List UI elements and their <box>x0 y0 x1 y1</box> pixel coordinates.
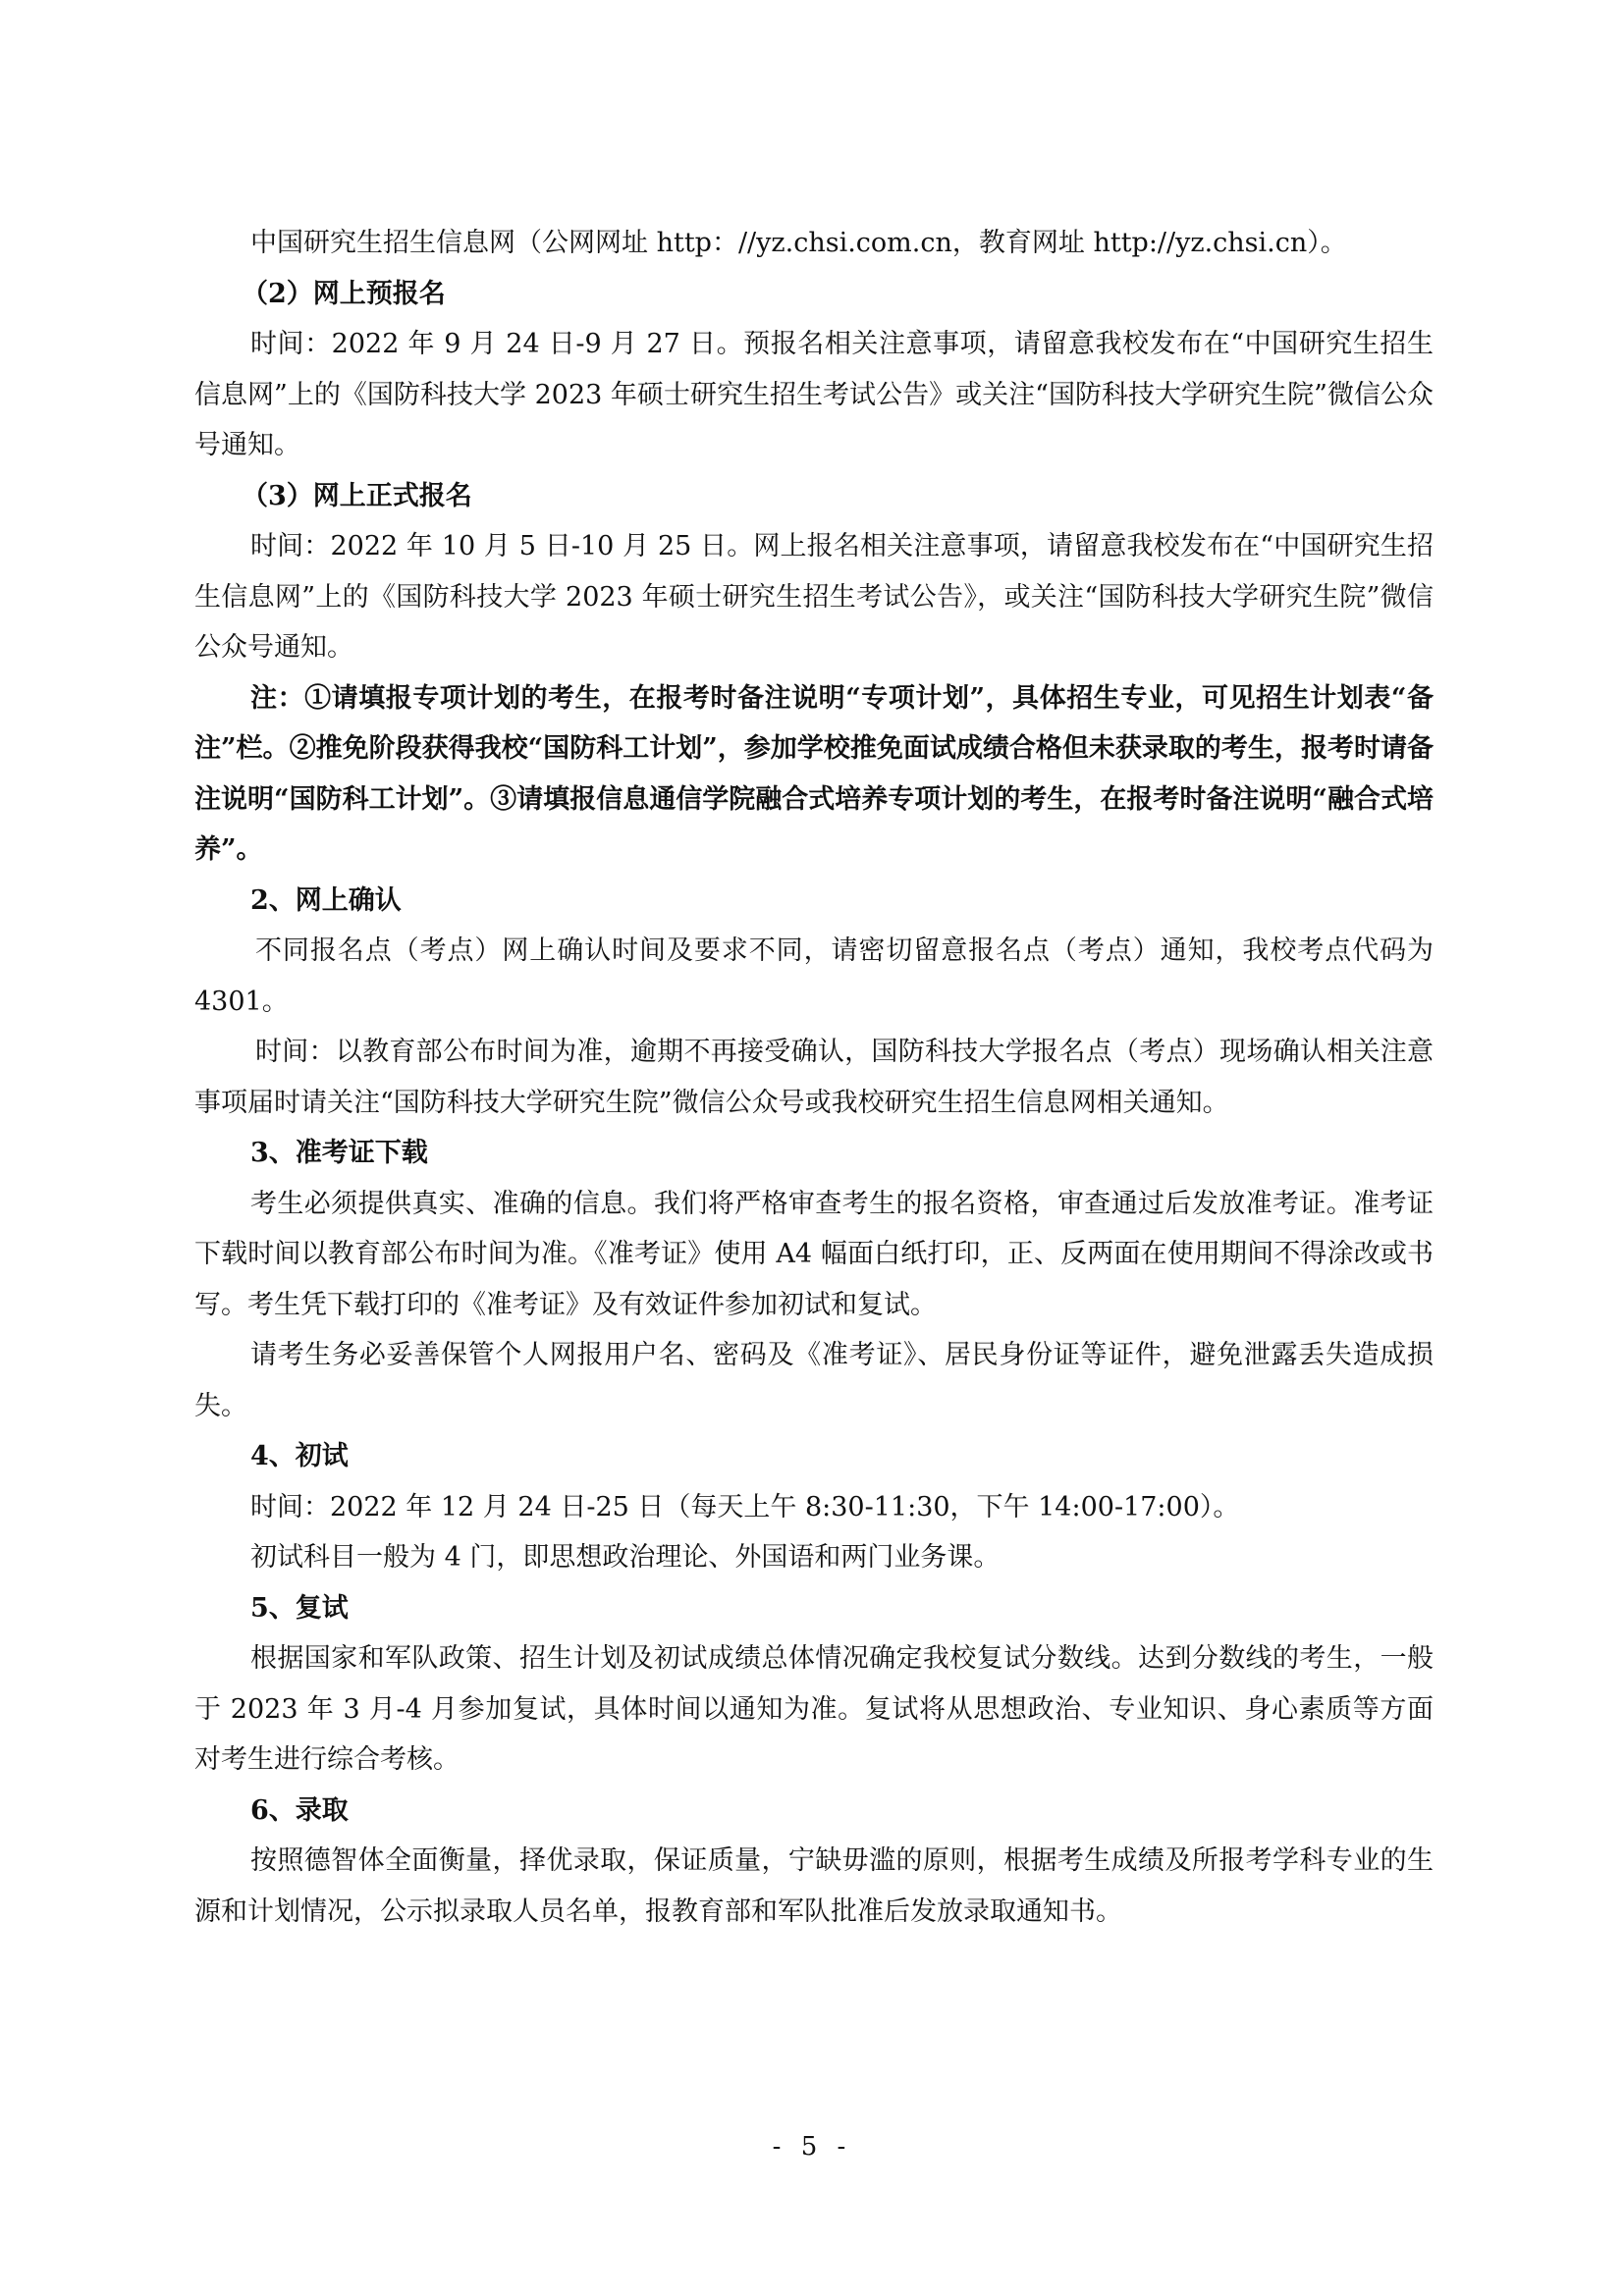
paragraph-reexamination-details: 根据国家和军队政策、招生计划及初试成绩总体情况确定我校复试分数线。达到分数线的考生，一般于 2023 年 3 月-4 月参加复试，具体时间以通知为准。复试将从思想政治、专业知识、身心素质等方面对考生进行综合考核。 <box>194 1643 1434 1775</box>
paragraph-note: 注：①请填报专项计划的考生，在报考时备注说明“专项计划”，具体招生专业，可见招生计划表“备注”栏。②推免阶段获得我校“国防科工计划”，参加学校推免面试成绩合格但未获录取的考生，报考时请备注说明“国防科工计划”。③请填报信息通信学院融合式培养专项计划的考生，在报考时备注说明“融合式培养”。 <box>194 682 1434 865</box>
paragraph-confirmation-time: 时间：以教育部公布时间为准，逾期不再接受确认，国防科技大学报名点（考点）现场确认相关注意事项届时请关注“国防科技大学研究生院”微信公众号或我校研究生招生信息网相关通知。 <box>194 1037 1434 1118</box>
paragraph-formal-registration-time: 时间：2022 年 10 月 5 日-10 月 25 日。网上报名相关注意事项，请留意我校发布在“中国研究生招生信息网”上的《国防科技大学 2023 年硕士研究生招生考试公告》，或关注“国防科技大学研究生院”微信公众号通知。 <box>194 531 1434 663</box>
heading-online-formal-registration: （3）网上正式报名 <box>242 480 472 511</box>
paragraph-admission-principles: 按照德智体全面衡量，择优录取，保证质量，宁缺毋滥的原则，根据考生成绩及所报考学科专业的生源和计划情况，公示拟录取人员名单，报教育部和军队批准后发放录取通知书。 <box>194 1845 1434 1927</box>
page-number: - 5 - <box>772 2132 852 2162</box>
paragraph-preliminary-exam-subjects: 初试科目一般为 4 门，即思想政治理论、外国语和两门业务课。 <box>250 1542 1001 1573</box>
heading-online-confirmation: 2、网上确认 <box>250 884 402 916</box>
document-body <box>194 218 1434 1937</box>
heading-admission: 6、录取 <box>250 1794 349 1826</box>
heading-admission-ticket-download: 3、准考证下载 <box>250 1138 428 1168</box>
heading-online-pre-registration: （2）网上预报名 <box>242 278 446 309</box>
heading-preliminary-exam: 4、初试 <box>250 1441 349 1471</box>
paragraph-admission-ticket-rules: 考生必须提供真实、准确的信息。我们将严格审查考生的报名资格，审查通过后发放准考证。准考证下载时间以教育部公布时间为准。《准考证》使用 A4 幅面白纸打印，正、反两面在使用期间不得涂改或书写。考生凭下载打印的《准考证》及有效证件参加初试和复试。 <box>194 1188 1434 1320</box>
paragraph-confirmation-requirements: 不同报名点（考点）网上确认时间及要求不同，请密切留意报名点（考点）通知，我校考点代码为 4301。 <box>194 935 1434 1017</box>
paragraph-preliminary-exam-time: 时间：2022 年 12 月 24 日-25 日（每天上午 8:30-11:30，下午 14:00-17:00）。 <box>250 1491 1240 1522</box>
paragraph-pre-registration-time: 时间：2022 年 9 月 24 日-9 月 27 日。预报名相关注意事项，请留意我校发布在“中国研究生招生信息网”上的《国防科技大学 2023 年硕士研究生招生考试公告》或关注“国防科技大学研究生院”微信公众号通知。 <box>194 329 1434 460</box>
heading-reexamination: 5、复试 <box>250 1592 349 1624</box>
paragraph-registration-website: 中国研究生招生信息网（公网网址 http：//yz.chsi.com.cn，教育网址 http://yz.chsi.cn）。 <box>250 228 1347 258</box>
paragraph-account-safekeeping: 请考生务必妥善保管个人网报用户名、密码及《准考证》、居民身份证等证件，避免泄露丢失造成损失。 <box>194 1340 1434 1421</box>
